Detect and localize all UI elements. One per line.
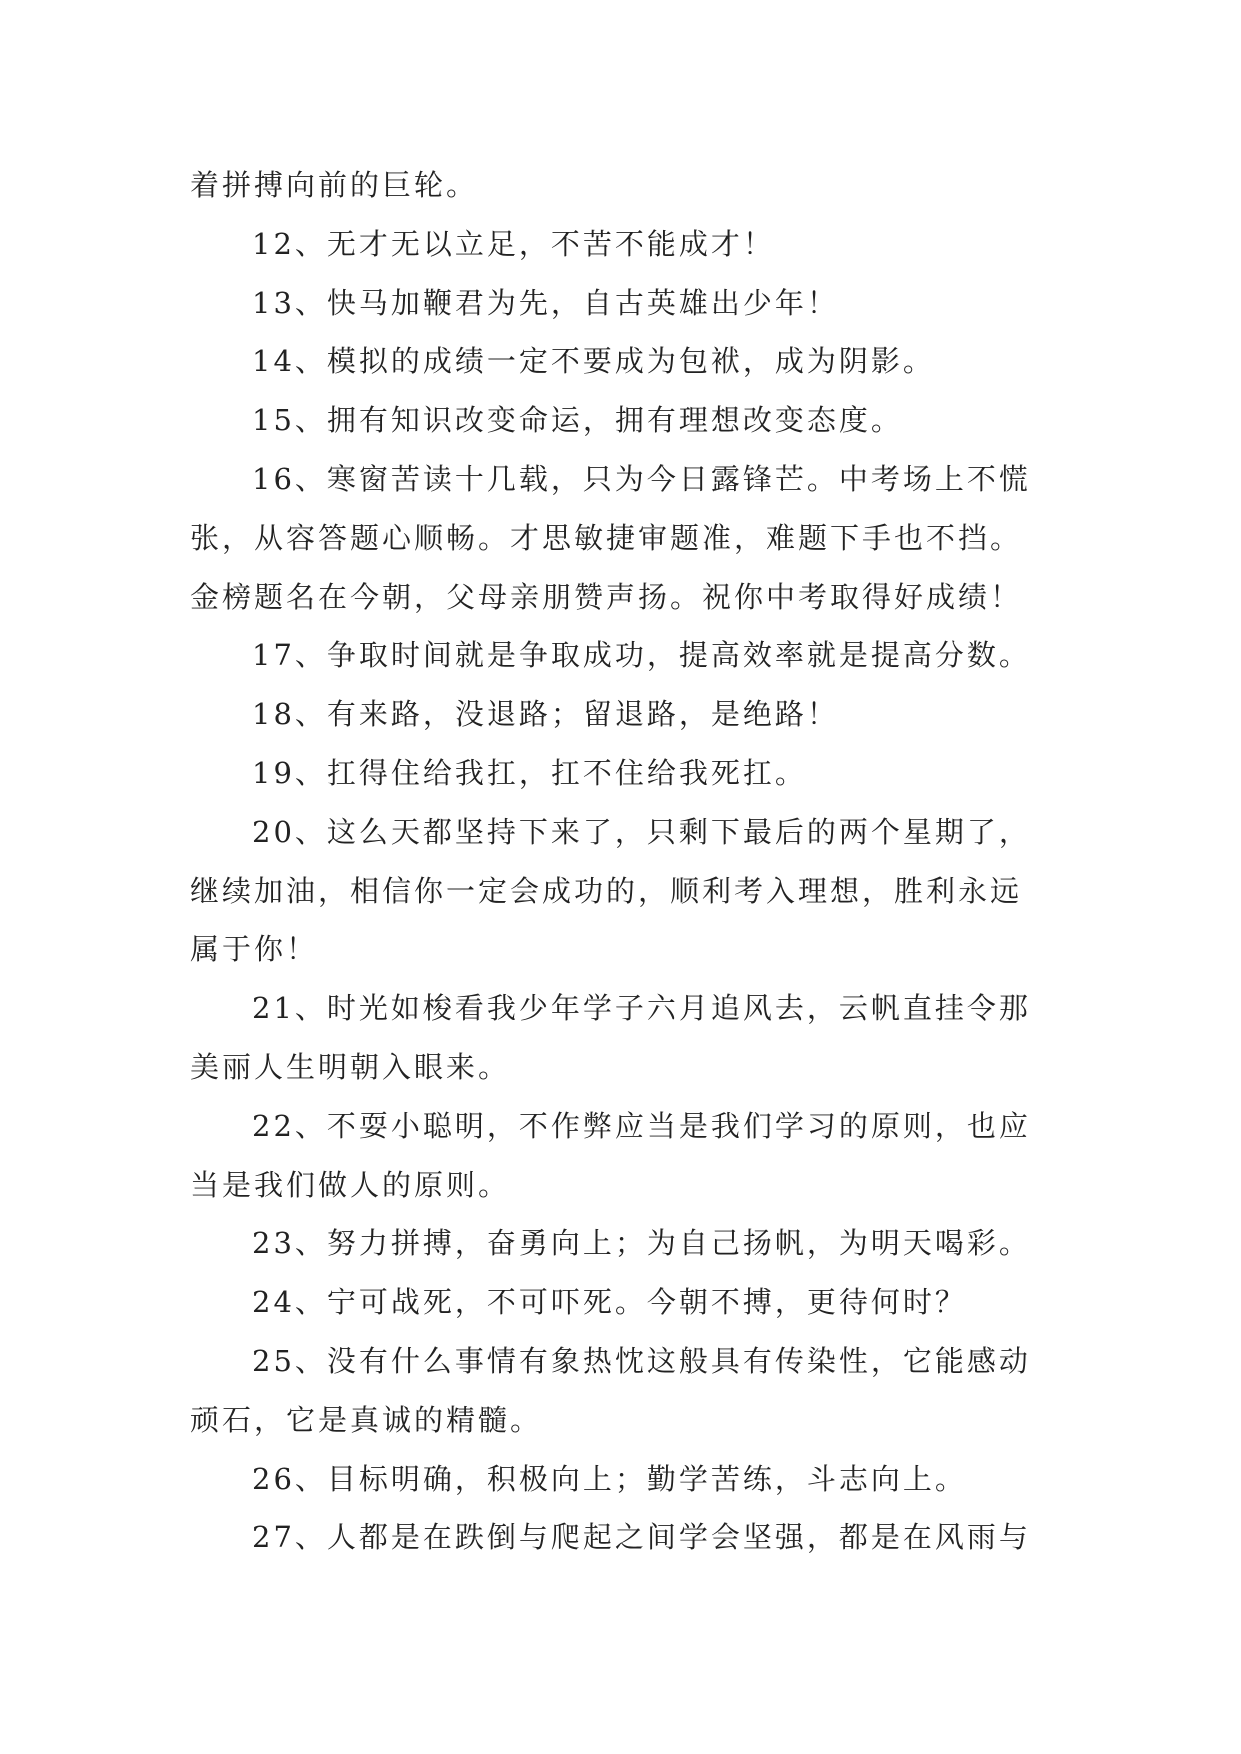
text-line: 23、努力拼搏，奋勇向上；为自己扬帆，为明天喝彩。: [252, 1226, 1031, 1261]
text-line: 顽石，它是真诚的精髓。: [190, 1402, 543, 1437]
text-line: 22、不耍小聪明，不作弊应当是我们学习的原则，也应: [252, 1108, 1031, 1143]
text-line: 13、快马加鞭君为先，自古英雄出少年！: [252, 285, 839, 320]
text-line: 张，从容答题心顺畅。才思敏捷审题准，难题下手也不挡。: [190, 520, 1023, 555]
text-line: 24、宁可战死，不可吓死。今朝不搏，更待何时？: [252, 1285, 967, 1320]
text-line: 27、人都是在跌倒与爬起之间学会坚强，都是在风雨与: [252, 1520, 1031, 1555]
text-line: 15、拥有知识改变命运，拥有理想改变态度。: [252, 403, 903, 438]
text-line: 25、没有什么事情有象热忱这般具有传染性，它能感动: [252, 1343, 1031, 1378]
text-line: 19、扛得住给我扛，扛不住给我死扛。: [252, 755, 807, 790]
text-line: 12、无才无以立足，不苦不能成才！: [252, 226, 775, 261]
text-body: [190, 156, 1070, 1567]
text-line: 14、模拟的成绩一定不要成为包袱，成为阴影。: [252, 344, 935, 379]
text-line: 20、这么天都坚持下来了，只剩下最后的两个星期了，: [252, 814, 1031, 849]
text-line: 17、争取时间就是争取成功，提高效率就是提高分数。: [252, 638, 1031, 673]
text-line: 继续加油，相信你一定会成功的，顺利考入理想，胜利永远: [190, 873, 1023, 908]
text-line: 16、寒窗苦读十几载，只为今日露锋芒。中考场上不慌: [252, 461, 1031, 496]
text-line: 当是我们做人的原则。: [190, 1167, 511, 1202]
text-line: 18、有来路，没退路；留退路，是绝路！: [252, 697, 839, 732]
text-line: 金榜题名在今朝，父母亲朋赞声扬。祝你中考取得好成绩！: [190, 579, 1023, 614]
text-line: 21、时光如梭看我少年学子六月追风去，云帆直挂令那: [252, 991, 1031, 1026]
text-line: 美丽人生明朝入眼来。: [190, 1049, 511, 1084]
text-line: 26、目标明确，积极向上；勤学苦练，斗志向上。: [252, 1461, 967, 1496]
text-line: 着拼搏向前的巨轮。: [190, 168, 479, 202]
text-line: 属于你！: [190, 932, 319, 967]
